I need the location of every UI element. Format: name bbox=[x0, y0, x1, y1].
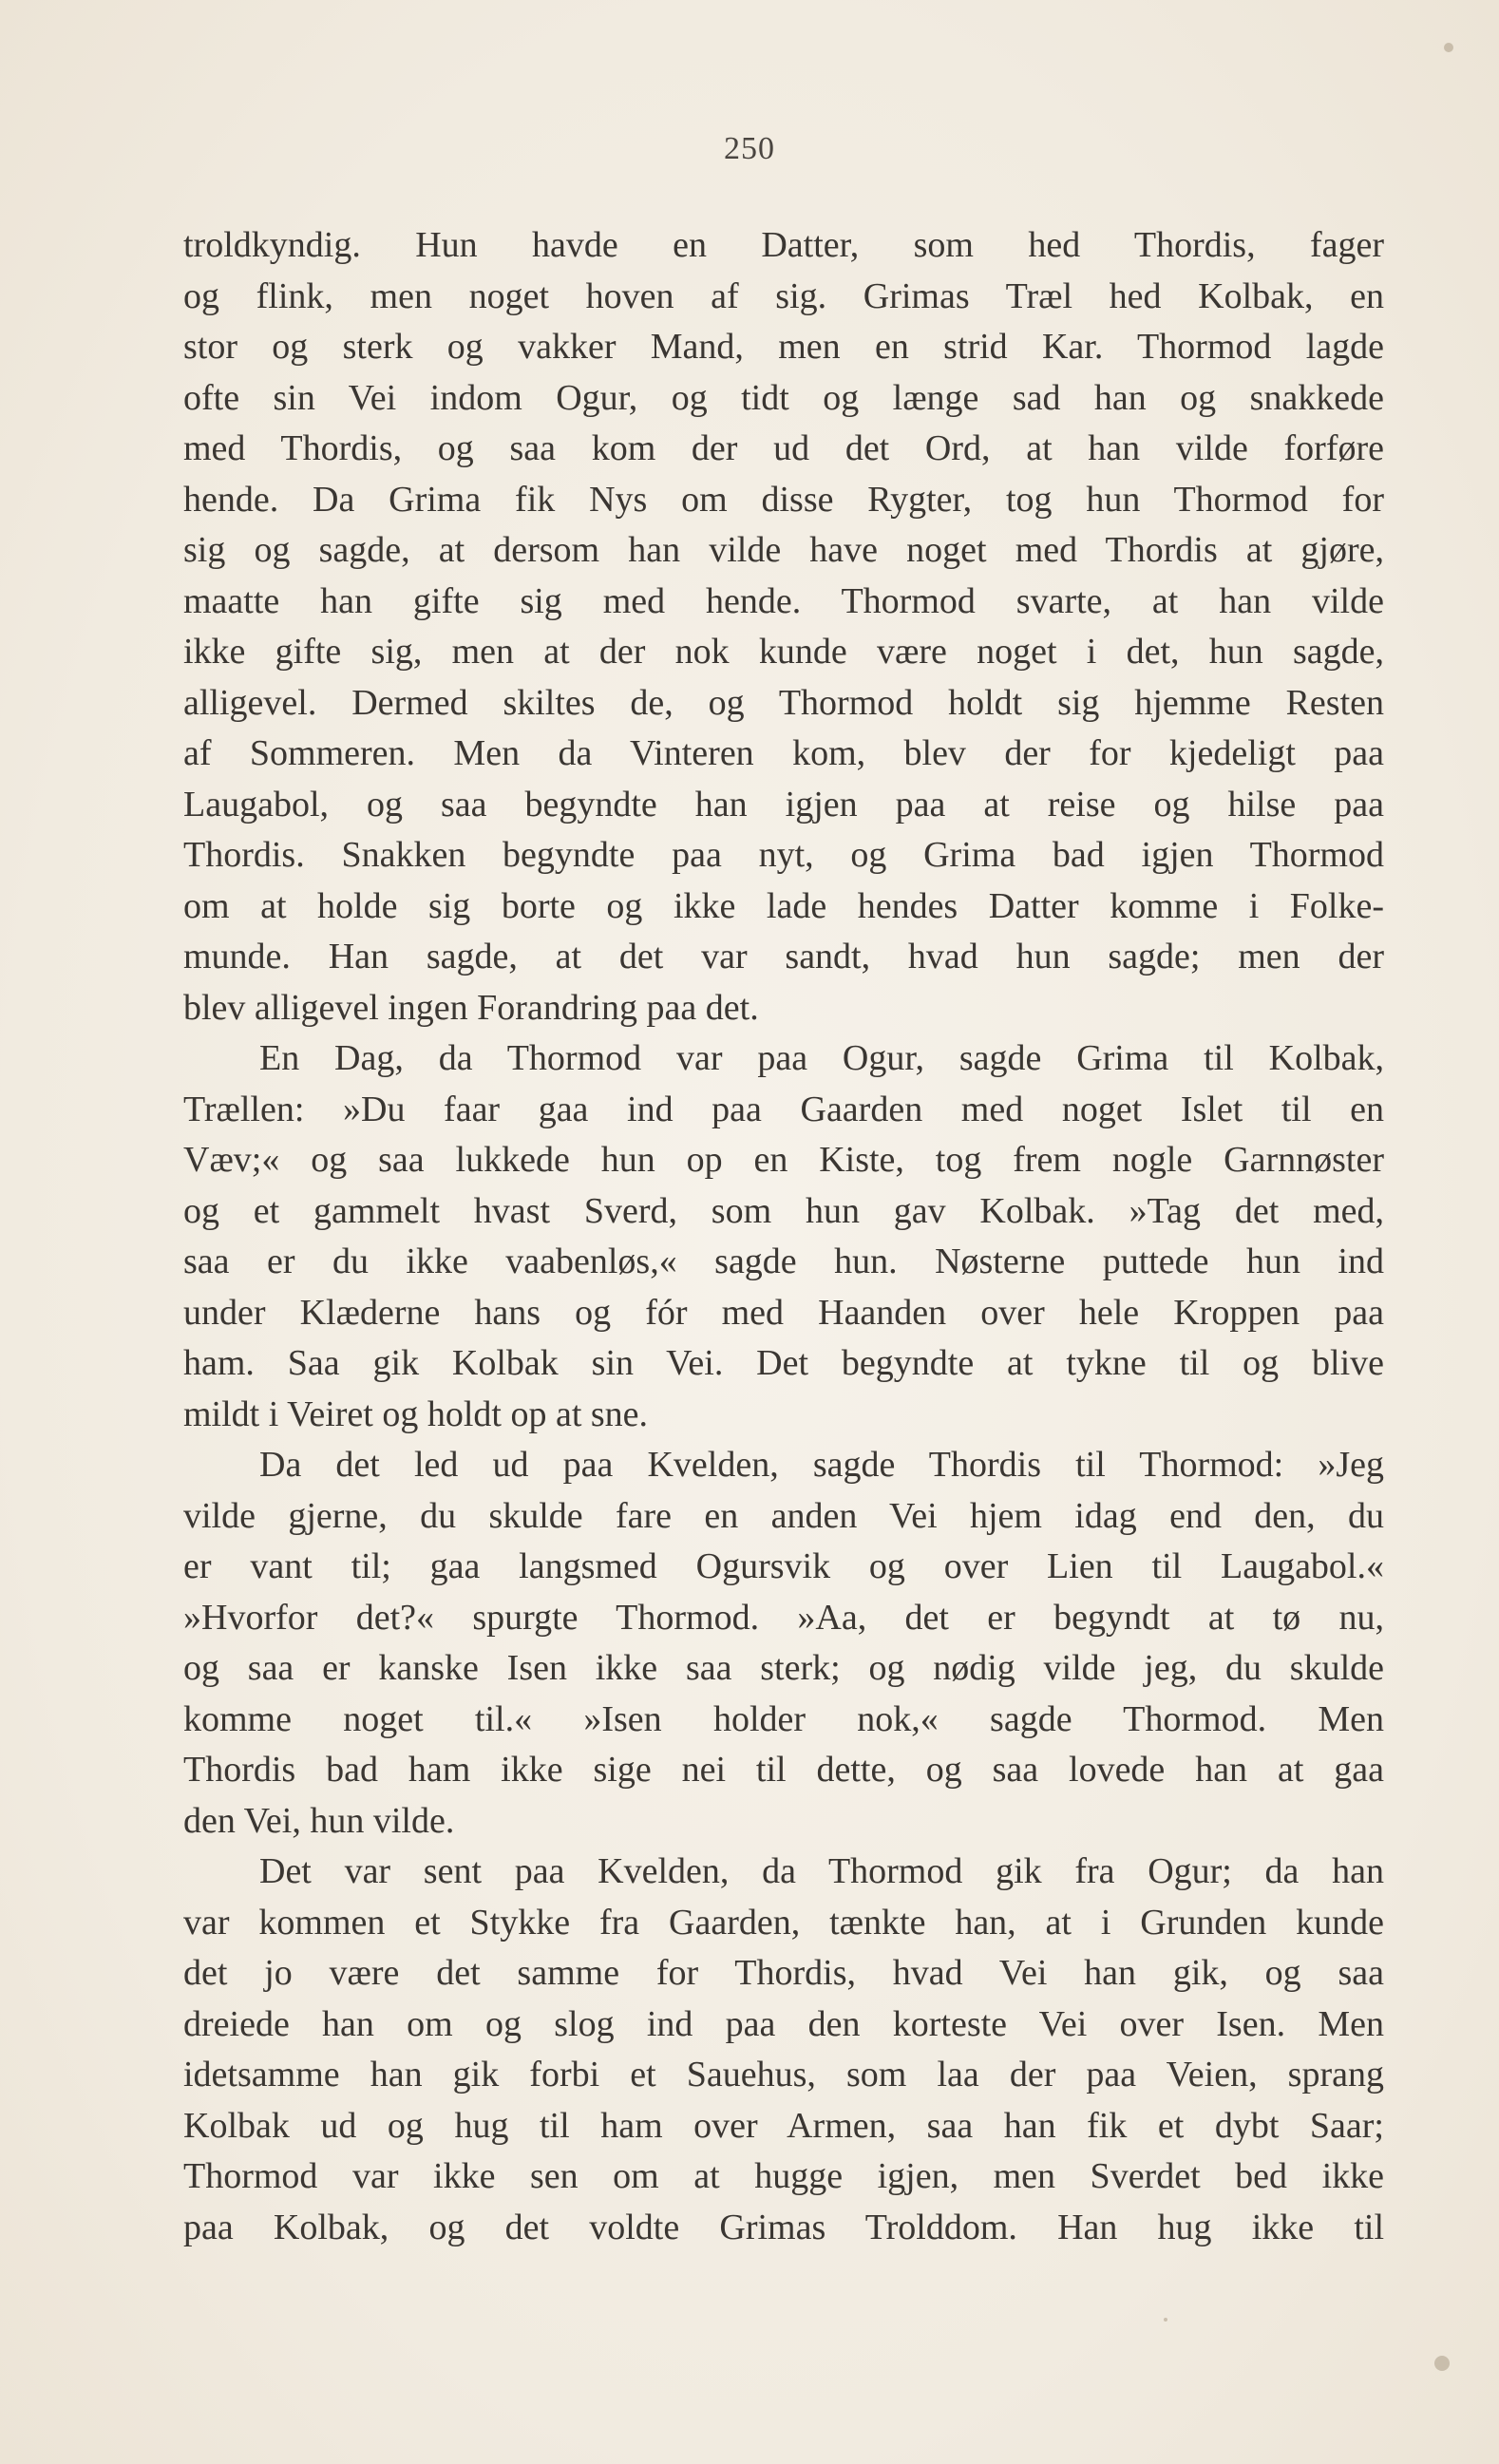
text-line: sig og sagde, at dersom han vilde have noget med Thordis at gjøre, bbox=[183, 530, 1384, 570]
text-line: og saa er kanske Isen ikke saa sterk; og nødig vilde jeg, du skulde bbox=[183, 1648, 1384, 1688]
text-line: maatte han gifte sig med hende. Thormod svarte, at han vilde bbox=[183, 580, 1384, 621]
text-line: Laugabol, og saa begyndte han igjen paa at reise og hilse paa bbox=[183, 784, 1384, 824]
text-line: Thordis bad ham ikke sige nei til dette, og saa lovede han at gaa bbox=[183, 1750, 1384, 1790]
text-line: Det var sent paa Kvelden, da Thormod gik fra Ogur; da han bbox=[259, 1851, 1384, 1891]
text-line: Da det led ud paa Kvelden, sagde Thordis til Thormod: »Jeg bbox=[259, 1445, 1384, 1485]
text-line: ofte sin Vei indom Ogur, og tidt og længe sad han og snakkede bbox=[183, 377, 1384, 418]
text-line: stor og sterk og vakker Mand, men en strid Kar. Thormod lagde bbox=[183, 327, 1384, 367]
body-text bbox=[183, 220, 1384, 2253]
text-line: hende. Da Grima fik Nys om disse Rygter, tog hun Thormod for bbox=[183, 479, 1384, 520]
text-line: og et gammelt hvast Sverd, som hun gav Kolbak. »Tag det med, bbox=[183, 1190, 1384, 1231]
text-line: »Hvorfor det?« spurgte Thormod. »Aa, det er begyndt at tø nu, bbox=[183, 1597, 1384, 1638]
text-line: idetsamme han gik forbi et Sauehus, som laa der paa Veien, sprang bbox=[183, 2055, 1384, 2094]
page-number: 250 bbox=[724, 131, 775, 166]
text-line: Kolbak ud og hug til ham over Armen, saa han fik et dybt Saar; bbox=[183, 2105, 1384, 2146]
paper-speck bbox=[1434, 2356, 1450, 2371]
text-line: troldkyndig. Hun havde en Datter, som hed Thordis, fager bbox=[183, 225, 1384, 265]
text-line: paa Kolbak, og det voldte Grimas Trolddom. Han hug ikke til bbox=[183, 2207, 1384, 2247]
text-line: dreiede han om og slog ind paa den korteste Vei over Isen. Men bbox=[183, 2003, 1384, 2044]
text-line: under Klæderne hans og fór med Haanden over hele Kroppen paa bbox=[183, 1292, 1384, 1333]
text-line: mildt i Veiret og holdt op at sne. bbox=[183, 1393, 649, 1434]
text-line: om at holde sig borte og ikke lade hendes Datter komme i Folke- bbox=[183, 885, 1384, 926]
text-line: Thormod var ikke sen om at hugge igjen, men Sverdet bed ikke bbox=[183, 2156, 1384, 2196]
paper-speck bbox=[1164, 2318, 1167, 2322]
text-line: vilde gjerne, du skulde fare en anden Vei hjem idag end den, du bbox=[183, 1495, 1384, 1536]
text-line: af Sommeren. Men da Vinteren kom, blev der for kjedeligt paa bbox=[183, 733, 1384, 773]
text-line: var kommen et Stykke fra Gaarden, tænkte han, at i Grunden kunde bbox=[183, 1902, 1384, 1943]
text-line: komme noget til.« »Isen holder nok,« sagde Thormod. Men bbox=[183, 1698, 1384, 1739]
text-line: Trællen: »Du faar gaa ind paa Gaarden med noget Islet til en bbox=[183, 1089, 1384, 1129]
text-line: Thordis. Snakken begyndte paa nyt, og Grima bad igjen Thormod bbox=[183, 835, 1384, 875]
text-line: saa er du ikke vaabenløs,« sagde hun. Nøsterne puttede hun ind bbox=[183, 1241, 1384, 1281]
text-line: med Thordis, og saa kom der ud det Ord, at han vilde forføre bbox=[183, 428, 1384, 468]
text-line: alligevel. Dermed skiltes de, og Thormod holdt sig hjemme Resten bbox=[183, 682, 1384, 723]
text-line: ikke gifte sig, men at der nok kunde være noget i det, hun sagde, bbox=[183, 632, 1384, 672]
text-line: og flink, men noget hoven af sig. Grimas Træl hed Kolbak, en bbox=[183, 275, 1384, 316]
text-line: den Vei, hun vilde. bbox=[183, 1800, 455, 1841]
text-line: En Dag, da Thormod var paa Ogur, sagde Grima til Kolbak, bbox=[259, 1038, 1384, 1078]
text-line: munde. Han sagde, at det var sandt, hvad hun sagde; men der bbox=[183, 937, 1384, 976]
text-line: ham. Saa gik Kolbak sin Vei. Det begyndte at tykne til og blive bbox=[183, 1343, 1384, 1383]
text-line: blev alligevel ingen Forandring paa det. bbox=[183, 987, 759, 1028]
paper-speck bbox=[1444, 43, 1453, 52]
text-line: Væv;« og saa lukkede hun op en Kiste, tog frem nogle Garnnøster bbox=[183, 1140, 1384, 1180]
text-line: er vant til; gaa langsmed Ogursvik og over Lien til Laugabol.« bbox=[183, 1546, 1384, 1586]
text-line: det jo være det samme for Thordis, hvad Vei han gik, og saa bbox=[183, 1953, 1384, 1993]
